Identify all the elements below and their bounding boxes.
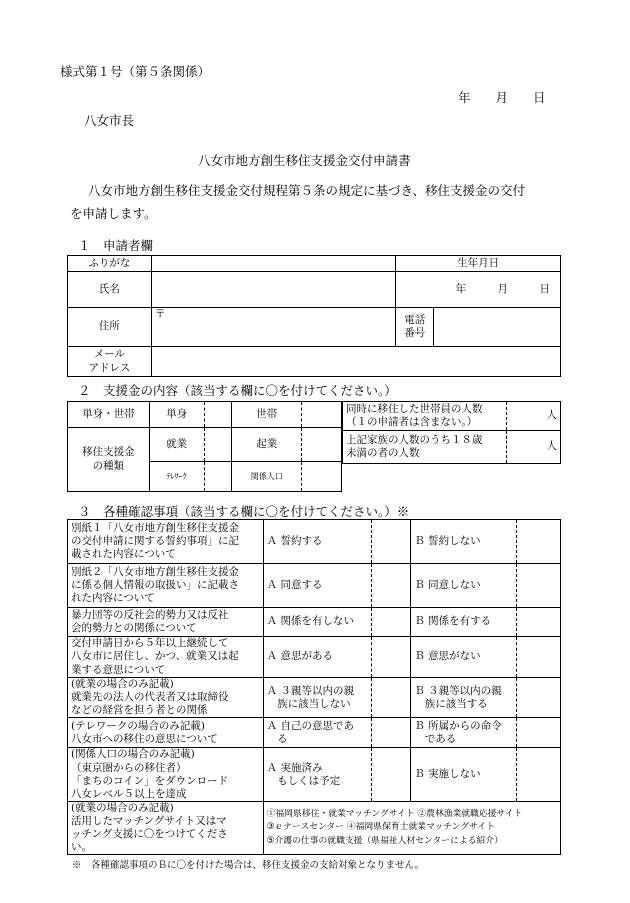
confirmation-row	[68, 637, 561, 678]
single-household-label: 単身・世帯	[68, 402, 150, 428]
date-line: 年 月 日	[458, 90, 546, 105]
option-b: Ｂ 実施しない	[411, 748, 517, 802]
household-option: 世帯	[232, 402, 302, 428]
single-option: 単身	[149, 402, 204, 428]
support-type-table	[67, 401, 342, 492]
confirmation-question: (就業の場合のみ記載) 就業先の法人の代表者又は取締役 などの経営を担う者との関係	[68, 678, 264, 718]
confirmation-question: 暴力団等の反社会的勢力又は反社 会的勢力との関係について	[68, 608, 264, 637]
telework-mark[interactable]	[204, 462, 232, 492]
option-a-mark[interactable]	[371, 678, 411, 718]
option-b-mark[interactable]	[517, 564, 561, 608]
form-number: 様式第１号（第５条関係）	[60, 64, 211, 79]
movers-count-label: 同時に移住した世帯員の人数 （１の申請者は含まない。）	[343, 402, 507, 431]
email-label: メール アドレス	[68, 347, 152, 377]
matching-sites[interactable]	[263, 801, 560, 855]
birthdate-label: 生年月日	[396, 256, 561, 272]
startup-mark[interactable]	[302, 428, 342, 462]
employment-option: 就業	[149, 428, 204, 462]
option-a: Ａ 実施済み もしくは予定	[263, 748, 371, 802]
name-field[interactable]	[151, 272, 395, 308]
address-label: 住所	[68, 308, 152, 347]
section2-heading: ２ 支援金の内容（該当する欄に〇を付けてください。）	[78, 383, 397, 398]
option-a-mark[interactable]	[371, 637, 411, 678]
confirmation-question: (関係人口の場合のみ記載) （東京圏からの移住者） 「まちのコイン」をダウンロード 八女レベル５以上を達成	[68, 748, 264, 802]
option-a-mark[interactable]	[371, 608, 411, 637]
matching-site-options-2[interactable]: ③ｅナースセンター ④福岡県保育士就業マッチングサイト	[266, 822, 495, 833]
birthdate-ymd: 年 月 日	[455, 282, 550, 295]
option-b-mark[interactable]	[517, 678, 561, 718]
option-a: Ａ 同意する	[263, 564, 371, 608]
option-a: Ａ 関係を有しない	[263, 608, 371, 637]
household-mark[interactable]	[302, 402, 342, 428]
document-title: 八女市地方創生移住支援金交付申請書	[198, 153, 411, 168]
confirmation-question: (テレワークの場合のみ記載) 八女市への移住の意思について	[68, 718, 264, 748]
option-a: Ａ 意思がある	[263, 637, 371, 678]
option-b: Ｂ 所属からの命令 である	[411, 718, 517, 748]
matching-question: (就業の場合のみ記載) 活用したマッチングサイト又はマ ッチング支援に〇をつけてくださ い。	[68, 801, 264, 855]
confirmation-row	[68, 678, 561, 718]
employment-mark[interactable]	[204, 428, 232, 462]
intro-text-line2: を申請します。	[70, 206, 157, 221]
matching-site-row	[68, 801, 561, 855]
household-count-table	[342, 401, 561, 464]
intro-text-line1: 八女市地方創生移住支援金交付規程第５条の規定に基づき、移住支援金の交付	[88, 183, 526, 198]
kind-label: 移住支援金 の種類	[68, 428, 150, 492]
confirmation-question: 別紙１「八女市地方創生移住支援金 の交付申請に関する誓約事項」に記 載された内容について	[68, 520, 264, 564]
address-field[interactable]	[151, 308, 395, 347]
confirmation-row	[68, 608, 561, 637]
section1-heading: １ 申請者欄	[78, 238, 154, 253]
confirmation-table	[67, 519, 561, 855]
option-a: Ａ ３親等以内の親 族に該当しない	[263, 678, 371, 718]
option-a-mark[interactable]	[371, 748, 411, 802]
telework-option: ﾃﾚﾜｰｸ	[149, 462, 204, 492]
confirmation-row	[68, 520, 561, 564]
confirmation-row	[68, 718, 561, 748]
related-population-mark[interactable]	[302, 462, 342, 492]
phone-field[interactable]	[434, 308, 561, 347]
startup-option: 起業	[232, 428, 302, 462]
related-population-option: 関係人口	[232, 462, 302, 492]
option-a: Ａ 自己の意思であ る	[263, 718, 371, 748]
option-b: Ｂ 誓約しない	[411, 520, 517, 564]
option-a-mark[interactable]	[371, 718, 411, 748]
option-b-mark[interactable]	[517, 520, 561, 564]
footnote: ※ 各種確認事項のＢに〇を付けた場合は、移住支援金の支給対象となりません。	[72, 860, 425, 871]
option-b-mark[interactable]	[517, 718, 561, 748]
option-b: Ｂ 意思がない	[411, 637, 517, 678]
phone-label: 電話 番号	[396, 308, 434, 347]
applicant-table	[67, 255, 561, 377]
furigana-label: ふりがな	[68, 256, 152, 272]
email-field[interactable]	[151, 347, 560, 377]
option-b-mark[interactable]	[517, 748, 561, 802]
matching-site-options-1[interactable]: ①福岡県移住・就業マッチングサイト ②農林漁業就職応援サイト	[266, 808, 523, 819]
addressee: 八女市長	[84, 113, 135, 128]
option-a: Ａ 誓約する	[263, 520, 371, 564]
confirmation-row	[68, 748, 561, 802]
option-b-mark[interactable]	[517, 608, 561, 637]
option-a-mark[interactable]	[371, 520, 411, 564]
matching-site-options-3[interactable]: ⑤介護の仕事の就職支援（県福祉人材センターによる紹介）	[266, 835, 503, 846]
furigana-field[interactable]	[151, 256, 395, 272]
under18-count-label: 上記家族の人数のうち１８歳 未満の者の人数	[343, 431, 507, 464]
birthdate-field[interactable]	[396, 272, 561, 308]
option-b: Ｂ ３親等以内の親 族に該当する	[411, 678, 517, 718]
movers-count-field[interactable]: 人	[507, 402, 561, 431]
confirmation-row	[68, 564, 561, 608]
section3-heading: ３ 各種確認事項（該当する欄に〇を付けてください。）※	[78, 504, 410, 519]
option-b-mark[interactable]	[517, 637, 561, 678]
confirmation-question: 交付申請日から５年以上継続して 八女市に居住し、かつ、就業又は起 業する意思について	[68, 637, 264, 678]
single-mark[interactable]	[204, 402, 232, 428]
option-a-mark[interactable]	[371, 564, 411, 608]
under18-count-field[interactable]: 人	[507, 431, 561, 464]
option-b: Ｂ 関係を有する	[411, 608, 517, 637]
name-label: 氏名	[68, 272, 152, 308]
confirmation-question: 別紙２「八女市地方創生移住支援金 に係る個人情報の取扱い」に記載さ れた内容について	[68, 564, 264, 608]
option-b: Ｂ 同意しない	[411, 564, 517, 608]
postal-mark: 〒	[154, 308, 166, 320]
